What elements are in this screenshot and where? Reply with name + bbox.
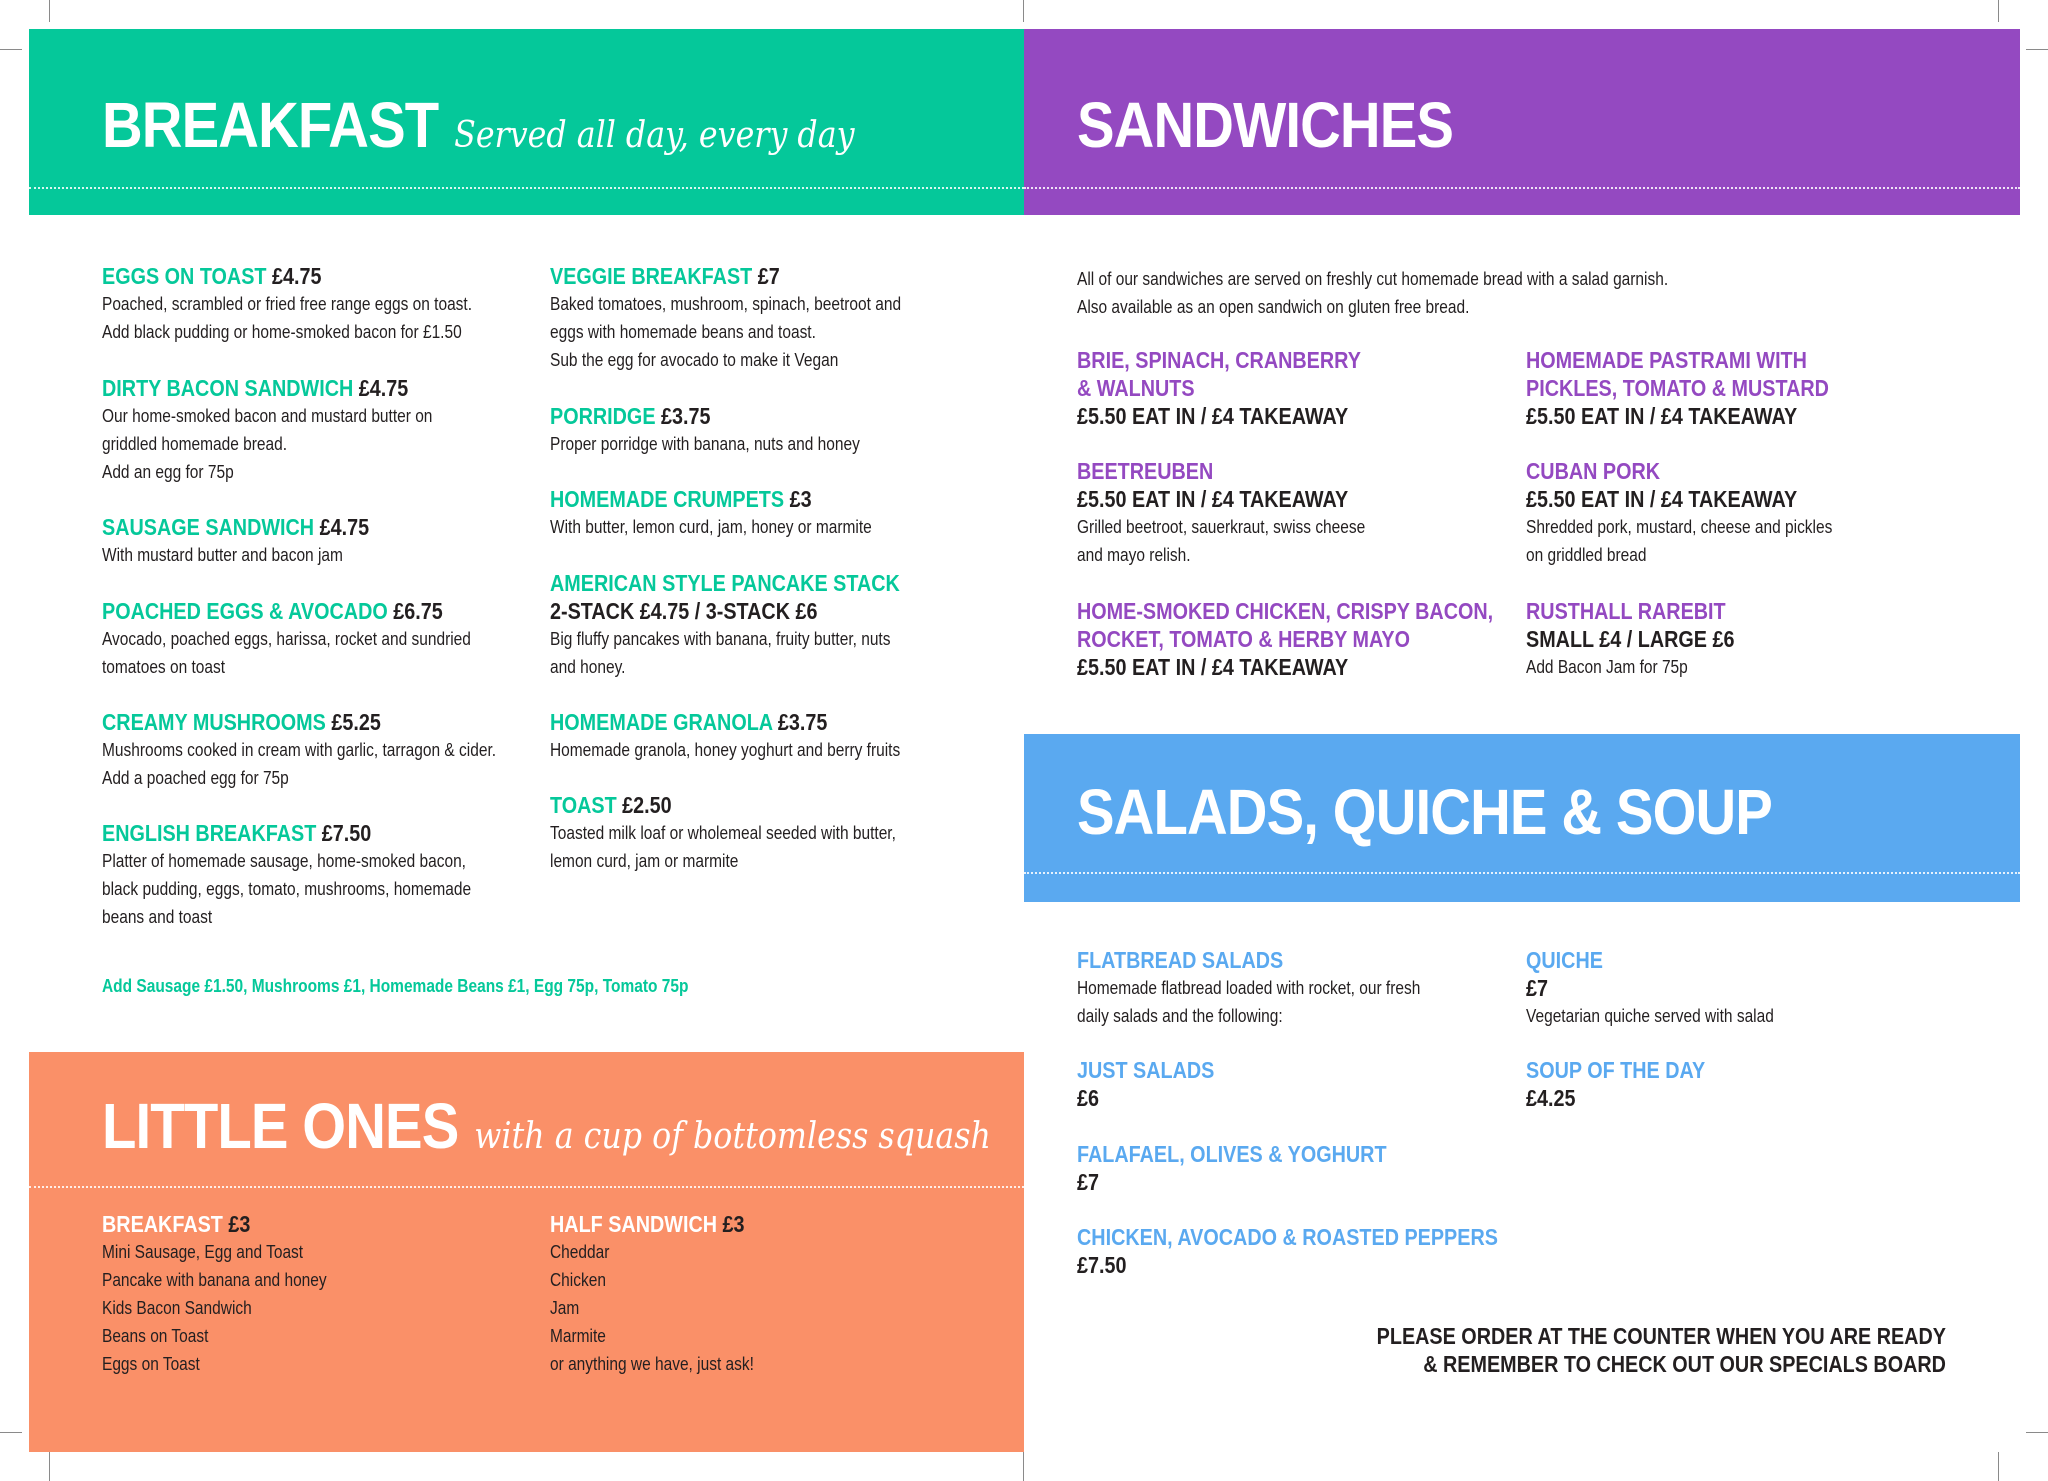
- item-description: Mini Sausage, Egg and Toast: [102, 1242, 304, 1262]
- item-title: TOAST £2.50: [550, 792, 672, 818]
- item-description: Jam: [550, 1298, 580, 1318]
- menu-item: [102, 708, 552, 792]
- item-description: griddled homemade bread.: [102, 434, 288, 454]
- divider: [1024, 872, 2020, 874]
- menu-item: [550, 485, 1000, 541]
- item-title: DIRTY BACON SANDWICH £4.75: [102, 375, 409, 401]
- menu-item: [102, 513, 552, 569]
- salads-header: [1024, 734, 2020, 902]
- item-price: £5.50 EAT IN / £4 TAKEAWAY: [1077, 654, 1349, 680]
- item-price: £5.50 EAT IN / £4 TAKEAWAY: [1526, 486, 1798, 512]
- menu-item: [550, 708, 1000, 764]
- item-price: £7: [1077, 1169, 1100, 1195]
- menu-item: [102, 374, 552, 486]
- item-description: Vegetarian quiche served with salad: [1526, 1006, 1774, 1026]
- order-notice: [1284, 1322, 1946, 1378]
- item-description: Grilled beetroot, sauerkraut, swiss cheese: [1077, 517, 1366, 537]
- menu-item: [1526, 597, 1976, 681]
- item-title: VEGGIE BREAKFAST £7: [550, 263, 780, 289]
- item-description: Big fluffy pancakes with banana, fruity butter, nuts: [550, 629, 891, 649]
- menu-item: [550, 262, 1000, 374]
- crop-mark: [1023, 0, 1024, 22]
- item-description: Eggs on Toast: [102, 1354, 200, 1374]
- item-price: SMALL £4 / LARGE £6: [1526, 626, 1735, 652]
- crop-mark: [2026, 49, 2048, 50]
- intro-line: Also available as an open sandwich on gluten free bread.: [1077, 297, 1470, 317]
- divider: [1024, 187, 2020, 189]
- item-price: £5.50 EAT IN / £4 TAKEAWAY: [1077, 486, 1349, 512]
- item-description: or anything we have, just ask!: [550, 1354, 754, 1374]
- item-description: Cheddar: [550, 1242, 610, 1262]
- item-description: Our home-smoked bacon and mustard butter on: [102, 406, 433, 426]
- menu-item: [102, 597, 552, 681]
- item-description: Add Bacon Jam for 75p: [1526, 657, 1688, 677]
- crop-mark: [1998, 0, 1999, 22]
- item-title: HOME-SMOKED CHICKEN, CRISPY BACON,: [1077, 598, 1494, 624]
- sandwiches-title-text: SANDWICHES: [1077, 89, 1454, 161]
- item-price: £6: [1077, 1085, 1100, 1111]
- item-title: HALF SANDWICH £3: [550, 1211, 745, 1237]
- menu-item: [1077, 597, 1527, 681]
- item-title: PICKLES, TOMATO & MUSTARD: [1526, 375, 1829, 401]
- item-title: POACHED EGGS & AVOCADO £6.75: [102, 598, 443, 624]
- item-description: Proper porridge with banana, nuts and honey: [550, 434, 860, 454]
- item-description: eggs with homemade beans and toast.: [550, 322, 816, 342]
- menu-item: [550, 402, 1000, 458]
- item-description: on griddled bread: [1526, 545, 1647, 565]
- item-title: CUBAN PORK: [1526, 458, 1661, 484]
- item-description: black pudding, eggs, tomato, mushrooms, homemade: [102, 879, 472, 899]
- item-title: CHICKEN, AVOCADO & ROASTED PEPPERS: [1077, 1224, 1498, 1250]
- item-description: Shredded pork, mustard, cheese and pickles: [1526, 517, 1833, 537]
- menu-item: [1077, 946, 1527, 1030]
- menu-item: [1077, 1223, 1527, 1279]
- item-title: HOMEMADE GRANOLA £3.75: [550, 709, 828, 735]
- menu-item: [102, 819, 552, 931]
- salads-title: [1077, 776, 1772, 848]
- divider: [29, 1186, 1024, 1188]
- crop-mark: [1998, 1452, 1999, 1481]
- item-description: Platter of homemade sausage, home-smoked bacon,: [102, 851, 466, 871]
- item-description: Add a poached egg for 75p: [102, 768, 289, 788]
- item-price: £4.25: [1526, 1085, 1576, 1111]
- item-price: £7: [1526, 975, 1549, 1001]
- crop-mark: [0, 49, 22, 50]
- item-description: Add black pudding or home-smoked bacon for £1.50: [102, 322, 462, 342]
- item-description: Homemade flatbread loaded with rocket, our fresh: [1077, 978, 1421, 998]
- sandwiches-intro: [1077, 265, 1957, 321]
- crop-mark: [1023, 1452, 1024, 1481]
- crop-mark: [49, 1452, 50, 1481]
- notice-line: PLEASE ORDER AT THE COUNTER WHEN YOU ARE READY: [1376, 1323, 1946, 1349]
- menu-item: [1077, 1056, 1527, 1112]
- item-title: ENGLISH BREAKFAST £7.50: [102, 820, 372, 846]
- item-price: £5.50 EAT IN / £4 TAKEAWAY: [1526, 403, 1798, 429]
- sandwiches-header: [1024, 29, 2020, 215]
- item-description: Beans on Toast: [102, 1326, 209, 1346]
- item-description: Baked tomatoes, mushroom, spinach, beetroot and: [550, 294, 902, 314]
- item-title: JUST SALADS: [1077, 1057, 1215, 1083]
- item-title: BEETREUBEN: [1077, 458, 1214, 484]
- menu-item: [550, 569, 1000, 681]
- item-description: Homemade granola, honey yoghurt and berry fruits: [550, 740, 901, 760]
- item-title: ROCKET, TOMATO & HERBY MAYO: [1077, 626, 1411, 652]
- item-description: beans and toast: [102, 907, 213, 927]
- item-title: SOUP OF THE DAY: [1526, 1057, 1706, 1083]
- item-title: PORRIDGE £3.75: [550, 403, 711, 429]
- item-description: and honey.: [550, 657, 626, 677]
- item-description: Chicken: [550, 1270, 606, 1290]
- item-title: FALAFAEL, OLIVES & YOGHURT: [1077, 1141, 1387, 1167]
- item-title: AMERICAN STYLE PANCAKE STACK: [550, 570, 900, 596]
- item-title: HOMEMADE PASTRAMI WITH: [1526, 347, 1807, 373]
- item-description: Add an egg for 75p: [102, 462, 234, 482]
- item-price: 2-STACK £4.75 / 3-STACK £6: [550, 598, 818, 624]
- menu-item: [1526, 946, 1976, 1030]
- item-description: Poached, scrambled or fried free range eggs on toast.: [102, 294, 473, 314]
- item-title: BRIE, SPINACH, CRANBERRY: [1077, 347, 1361, 373]
- item-title: BREAKFAST £3: [102, 1211, 251, 1237]
- item-description: Avocado, poached eggs, harissa, rocket and sundried: [102, 629, 471, 649]
- item-description: Toasted milk loaf or wholemeal seeded with butter,: [550, 823, 896, 843]
- breakfast-title: [102, 89, 855, 161]
- item-description: Sub the egg for avocado to make it Vegan: [550, 350, 839, 370]
- item-description: tomatoes on toast: [102, 657, 226, 677]
- little-ones-title: [102, 1090, 991, 1162]
- item-title: CREAMY MUSHROOMS £5.25: [102, 709, 381, 735]
- item-price: £5.50 EAT IN / £4 TAKEAWAY: [1077, 403, 1349, 429]
- item-title: HOMEMADE CRUMPETS £3: [550, 486, 812, 512]
- notice-line: & REMEMBER TO CHECK OUT OUR SPECIALS BOARD: [1423, 1351, 1946, 1377]
- item-title: SAUSAGE SANDWICH £4.75: [102, 514, 370, 540]
- item-description: With mustard butter and bacon jam: [102, 545, 343, 565]
- breakfast-extras: Add Sausage £1.50, Mushrooms £1, Homemade Beans £1, Egg 75p, Tomato 75p: [102, 976, 689, 996]
- intro-line: All of our sandwiches are served on freshly cut homemade bread with a salad garnish.: [1077, 269, 1669, 289]
- item-description: and mayo relish.: [1077, 545, 1191, 565]
- crop-mark: [49, 0, 50, 22]
- item-title: QUICHE: [1526, 947, 1603, 973]
- menu-item: [1526, 457, 1976, 569]
- breakfast-subtitle: Served all day, every day: [454, 115, 855, 156]
- item-description: Marmite: [550, 1326, 606, 1346]
- menu-item: [1526, 346, 1976, 430]
- menu-item: [1526, 1056, 1976, 1112]
- menu-item: [550, 791, 1000, 875]
- item-description: Mushrooms cooked in cream with garlic, tarragon & cider.: [102, 740, 497, 760]
- little-ones-title-text: LITTLE ONES: [102, 1090, 459, 1162]
- menu-item: [102, 262, 552, 346]
- item-title: EGGS ON TOAST £4.75: [102, 263, 322, 289]
- item-title: & WALNUTS: [1077, 375, 1195, 401]
- breakfast-title-text: BREAKFAST: [102, 89, 439, 161]
- item-description: Pancake with banana and honey: [102, 1270, 327, 1290]
- salads-title-text: SALADS, QUICHE & SOUP: [1077, 776, 1772, 848]
- item-price: £7.50: [1077, 1252, 1127, 1278]
- menu-item: [1077, 457, 1527, 569]
- divider: [29, 187, 1024, 189]
- little-ones-subtitle: with a cup of bottomless squash: [474, 1116, 991, 1157]
- menu-item: [1077, 346, 1527, 430]
- item-description: Kids Bacon Sandwich: [102, 1298, 252, 1318]
- item-description: lemon curd, jam or marmite: [550, 851, 739, 871]
- menu-item: [102, 1210, 552, 1378]
- crop-mark: [0, 1432, 22, 1433]
- item-description: daily salads and the following:: [1077, 1006, 1283, 1026]
- item-title: RUSTHALL RAREBIT: [1526, 598, 1726, 624]
- menu-item: [550, 1210, 1000, 1378]
- sandwiches-title: [1077, 89, 1454, 161]
- crop-mark: [2026, 1432, 2048, 1433]
- menu-item: [1077, 1140, 1527, 1196]
- item-description: With butter, lemon curd, jam, honey or marmite: [550, 517, 872, 537]
- item-title: FLATBREAD SALADS: [1077, 947, 1284, 973]
- breakfast-header: [29, 29, 1024, 215]
